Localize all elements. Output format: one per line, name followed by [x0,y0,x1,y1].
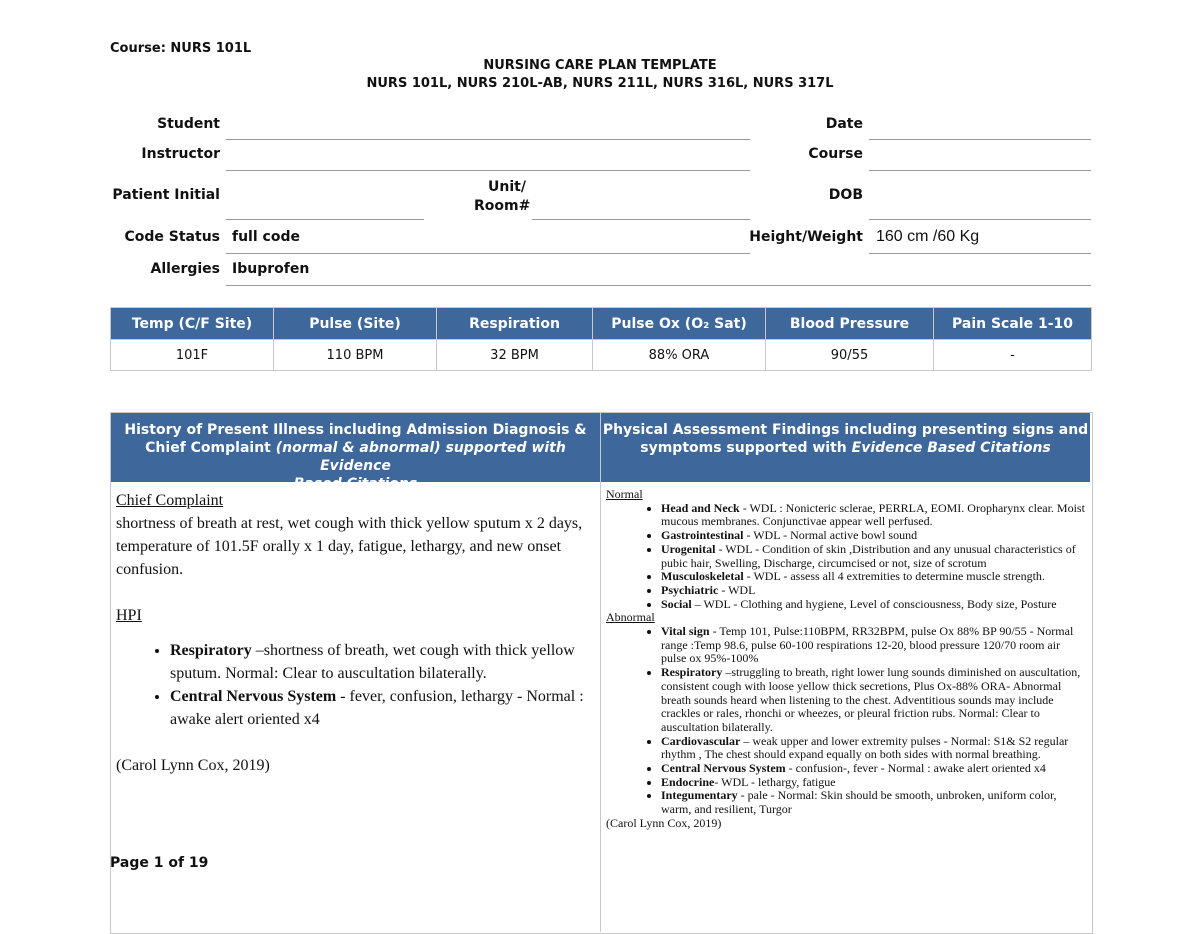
finding-term: Psychiatric [661,582,719,597]
instructor-label: Instructor [141,146,220,162]
patient-initial-field[interactable] [226,219,424,220]
finding-item [661,584,1086,598]
finding-text: - WDL - Normal active bowl sound [743,528,918,543]
vitals-header-blood-pressure: Blood Pressure [766,308,934,340]
chief-complaint-title: Chief Complaint [116,492,224,509]
vitals-blood-pressure-value[interactable]: 90/55 [766,340,934,371]
hpi-content[interactable] [116,489,594,777]
hpi-list [116,639,594,731]
hpi-header-line2-italic: (normal & abnormal) supported with Evidence [275,440,566,474]
assessment-header-line2-text: symptoms supported with [640,440,852,456]
vitals-pulse-ox-value[interactable]: 88% ORA [593,340,766,371]
dob-label: DOB [828,187,863,203]
height-weight-label: Height/Weight [749,229,863,245]
unit-label-line1: Unit/ [488,179,526,195]
assessment-header-line2 [601,439,1090,457]
normal-findings-list [606,502,1086,612]
unit-label-line2: Room# [474,198,531,214]
finding-term: Cardiovascular [661,733,741,748]
chief-complaint-text: shortness of breath at rest, wet cough with thick yellow sputum x 2 days, temperature of 101.5F orally x 1 day, fatigue, lethargy, and new onset confusion. [116,515,583,578]
height-weight-field[interactable] [869,253,1091,254]
finding-item [661,762,1086,776]
hpi-panel-header [111,413,600,492]
unit-room-field[interactable] [532,219,750,220]
finding-term: Integumentary [661,788,738,803]
page-number: Page 1 of 19 [110,855,209,871]
vitals-header-respiration: Respiration [437,308,593,340]
panel-divider [600,412,601,932]
hpi-header-line3-italic: Based Citations [293,476,418,492]
dob-field[interactable] [869,219,1091,220]
vitals-temp-value[interactable]: 101F [111,340,274,371]
course-field[interactable] [869,170,1091,171]
finding-text: - WDL [718,582,756,597]
course-label: Course: NURS 101L [110,41,252,56]
instructor-field[interactable] [226,170,750,171]
hpi-item [170,639,594,685]
allergies-value: Ibuprofen [232,261,310,277]
finding-term: Musculoskeletal [661,569,744,584]
finding-item [661,502,1086,529]
student-label: Student [157,116,220,132]
finding-text: - Temp 101, Pulse:110BPM, RR32BPM, pulse Ox 88% BP 90/55 - Normal range :Temp 98.6, pulse 60-100 respirations 12-20, blood pressure 120/70 room air pulse ox 95%-100% [661,624,1074,666]
hpi-item-term: Central Nervous System [170,688,337,705]
vitals-pulse-value[interactable]: 110 BPM [274,340,437,371]
vitals-header-temp: Temp (C/F Site) [111,308,274,340]
finding-term: Social [661,596,692,611]
code-status-value: full code [232,229,300,245]
finding-term: Gastrointestinal [661,528,744,543]
hpi-header-line2-text: Chief Complaint [145,440,276,456]
vitals-table [110,307,1092,371]
vitals-header-pulse-ox: Pulse Ox (O₂ Sat) [593,308,766,340]
hpi-item [170,685,594,731]
finding-text: – WDL - Clothing and hygiene, Level of consciousness, Body size, Posture [691,596,1057,611]
height-weight-value: 160 cm /60 Kg [876,228,980,245]
finding-text: - WDL - Condition of skin ,Distribution and any unusual characteristics of pubic hair, Swelling, Discharge, circumcised or not, size of scrotum [661,541,1076,570]
finding-term: Respiratory [661,665,723,680]
date-field[interactable] [869,139,1091,140]
student-field[interactable] [226,139,750,140]
finding-text: –struggling to breath, right lower lung sounds diminished on auscultation, consistent cough with loose yellow thick secretions, Plus Ox-88% ORA- Abnormal breath sounds heard when listening to the chest. Adventitious sounds may include crackles or rales, rhonchi or wheezes, or pleural friction rubs. Normal: Clear to auscultation bilaterally. [661,665,1081,734]
vitals-header-pain-scale: Pain Scale 1-10 [934,308,1092,340]
patient-initial-label: Patient Initial [112,187,220,203]
assessment-panel-header [601,413,1090,482]
date-label: Date [825,116,863,132]
normal-section-title: Normal [606,487,643,501]
code-status-field[interactable] [226,253,750,254]
finding-text: - WDL - assess all 4 extremities to determine muscle strength. [743,569,1045,584]
finding-item [661,666,1086,735]
hpi-header-line1: History of Present Illness including Admission Diagnosis & [124,422,587,438]
finding-term: Central Nervous System [661,761,786,776]
course-label-field: Course [808,146,863,162]
vitals-header-row [111,308,1092,340]
finding-item [661,625,1086,666]
finding-term: Vital sign [661,624,710,639]
abnormal-findings-list [606,625,1086,817]
allergies-label: Allergies [150,261,220,277]
vitals-value-row [111,340,1092,371]
finding-text: - pale - Normal: Skin should be smooth, unbroken, uniform color, warm, and resilient, Turgor [661,788,1057,817]
finding-item [661,543,1086,570]
hpi-title: HPI [116,607,142,624]
assessment-citation: (Carol Lynn Cox, 2019) [606,815,722,830]
vitals-header-pulse: Pulse (Site) [274,308,437,340]
hpi-item-term: Respiratory [170,642,252,659]
finding-term: Head and Neck [661,500,740,515]
finding-text: - confusion-, fever - Normal : awake alert oriented x4 [785,761,1046,776]
finding-text: - WDL - lethargy, fatigue [714,774,836,789]
hpi-item-text: –shortness of breath, wet cough with thick yellow sputum. Normal: Clear to auscultation bilaterally. [170,642,575,682]
abnormal-section-title: Abnormal [606,610,655,625]
finding-term: Urogenital [661,541,716,556]
assessment-content[interactable] [606,488,1086,831]
vitals-respiration-value[interactable]: 32 BPM [437,340,593,371]
assessment-header-line1: Physical Assessment Findings including presenting signs and [602,422,1089,438]
finding-text: - WDL : Nonicteric sclerae, PERRLA, EOMI. Oropharynx clear. Moist mucous membranes. Conjunctivae appear well perfused. [661,500,1085,529]
finding-item [661,789,1086,816]
finding-text: – weak upper and lower extremity pulses - Normal: S1& S2 regular rhythm , The chest should expand equally on both sides with normal breathing. [661,733,1069,762]
document-title: NURSING CARE PLAN TEMPLATE [483,58,717,73]
allergies-field[interactable] [226,285,1091,286]
finding-item [661,776,1086,790]
finding-term: Endocrine [661,774,715,789]
unit-room-label [440,178,531,216]
finding-item [661,598,1086,612]
assessment-header-line2-italic: Evidence Based Citations [851,440,1051,456]
finding-item [661,570,1086,584]
hpi-citation: (Carol Lynn Cox, 2019) [116,757,270,774]
hpi-header-line2 [111,439,600,475]
vitals-pain-scale-value[interactable]: - [934,340,1092,371]
code-status-label: Code Status [124,229,220,245]
finding-item [661,529,1086,543]
finding-item [661,735,1086,762]
document-subtitle: NURS 101L, NURS 210L-AB, NURS 211L, NURS 316L, NURS 317L [366,76,834,91]
hpi-item-text: - fever, confusion, lethargy - Normal : awake alert oriented x4 [170,688,584,728]
